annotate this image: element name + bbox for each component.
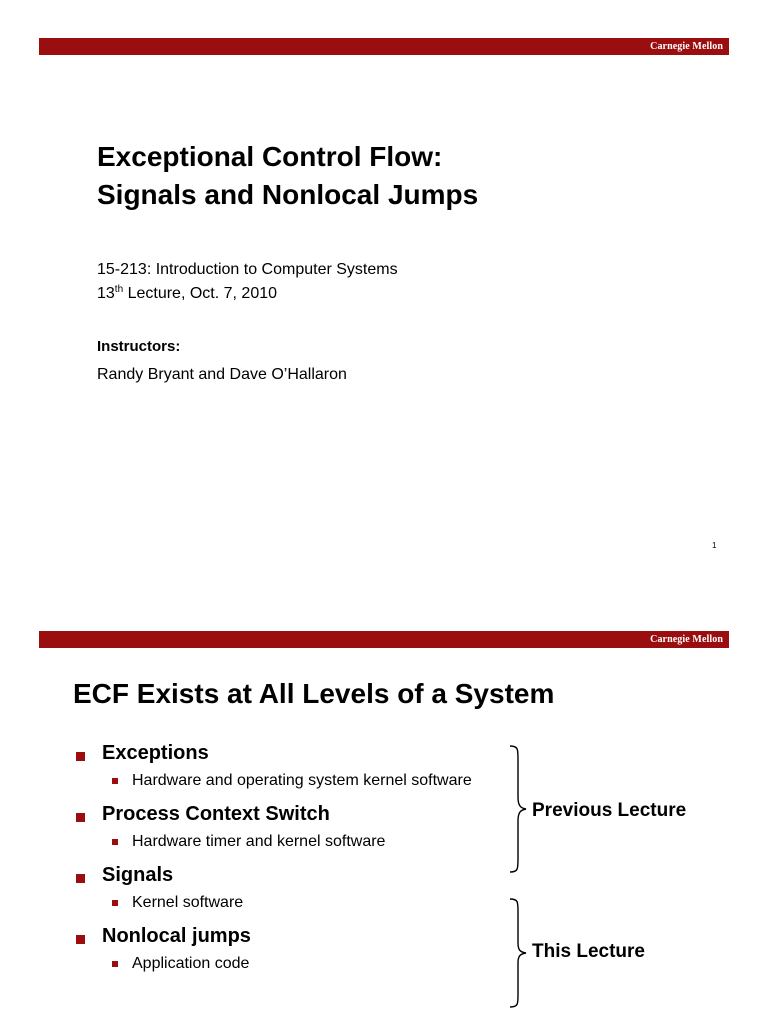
square-bullet-icon <box>112 778 118 784</box>
instructors-label: Instructors: <box>97 338 181 355</box>
lecture-suffix: th <box>114 284 124 295</box>
bullet-sub: Hardware and operating system kernel software <box>132 772 472 789</box>
header-brand: Carnegie Mellon <box>650 634 723 645</box>
list-item <box>76 740 516 801</box>
curly-brace-icon <box>508 745 530 873</box>
bullet-level-1 <box>76 923 516 955</box>
course-info <box>97 258 398 306</box>
square-bullet-icon <box>76 935 85 944</box>
lecture-date: Lecture, Oct. 7, 2010 <box>123 285 278 302</box>
square-bullet-icon <box>112 900 118 906</box>
header-brand: Carnegie Mellon <box>650 41 723 52</box>
square-bullet-icon <box>76 813 85 822</box>
bullet-label: Exceptions <box>102 742 209 764</box>
list-item <box>76 862 516 923</box>
slide-title <box>97 138 478 214</box>
square-bullet-icon <box>112 961 118 967</box>
bullet-list <box>76 740 516 984</box>
bullet-level-2 <box>76 955 516 984</box>
bullet-sub: Kernel software <box>132 894 244 911</box>
bullet-sub: Application code <box>132 955 250 972</box>
bullet-label: Nonlocal jumps <box>102 925 251 947</box>
square-bullet-icon <box>76 874 85 883</box>
bullet-label: Signals <box>102 864 174 886</box>
list-item <box>76 801 516 862</box>
bullet-label: Process Context Switch <box>102 803 330 825</box>
lecture-number: 13 <box>97 285 115 302</box>
course-line: 15-213: Introduction to Computer Systems <box>97 261 398 278</box>
title-line-1: Exceptional Control Flow: <box>97 141 443 172</box>
square-bullet-icon <box>76 752 85 761</box>
slide-2 <box>0 590 768 1024</box>
instructors-names: Randy Bryant and Dave O’Hallaron <box>97 366 347 383</box>
header-bar <box>39 38 729 55</box>
this-lecture-label: This Lecture <box>532 941 645 962</box>
bullet-level-2 <box>76 772 516 801</box>
previous-lecture-label: Previous Lecture <box>532 800 687 821</box>
list-item <box>76 923 516 984</box>
slide-title: ECF Exists at All Levels of a System <box>73 678 555 709</box>
bullet-level-1 <box>76 801 516 833</box>
bullet-level-1 <box>76 740 516 772</box>
curly-brace-icon <box>508 898 530 1008</box>
bullet-level-2 <box>76 833 516 862</box>
bullet-level-2 <box>76 894 516 923</box>
lecture-line <box>97 282 398 306</box>
page-number: 1 <box>712 541 717 550</box>
bullet-level-1 <box>76 862 516 894</box>
bullet-sub: Hardware timer and kernel software <box>132 833 386 850</box>
title-line-2: Signals and Nonlocal Jumps <box>97 179 479 210</box>
square-bullet-icon <box>112 839 118 845</box>
header-bar <box>39 631 729 648</box>
